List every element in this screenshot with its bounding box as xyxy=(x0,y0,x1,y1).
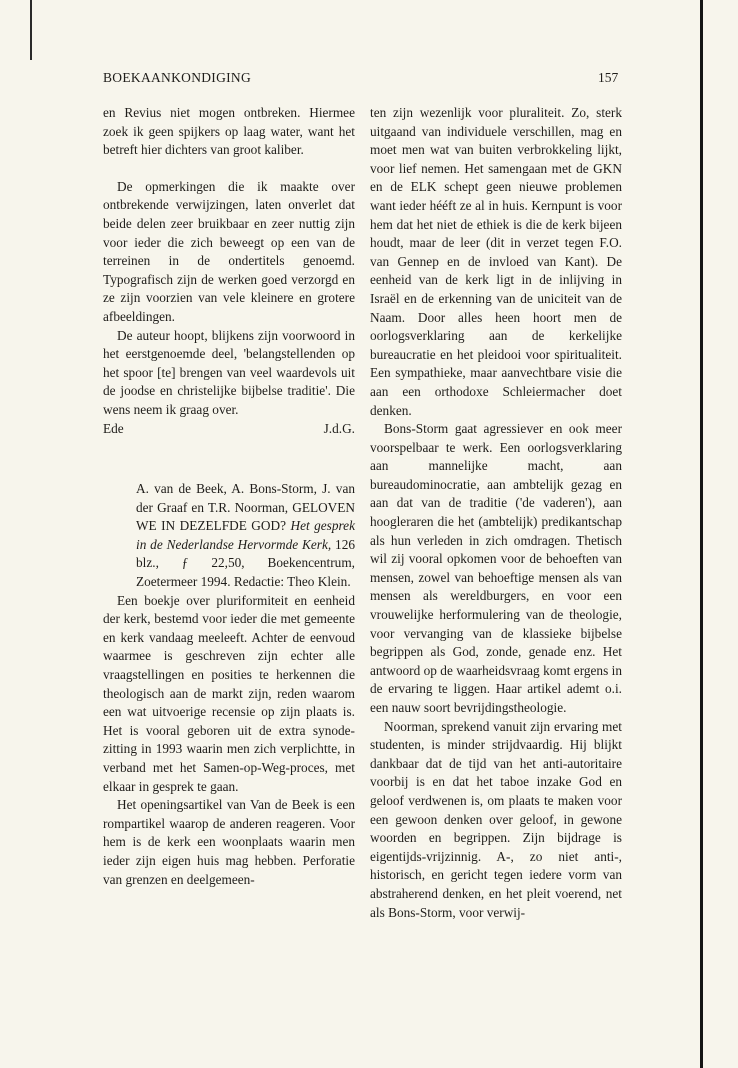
signature xyxy=(103,420,355,439)
paragraph-gap xyxy=(103,160,355,178)
bibliographic-entry xyxy=(136,480,355,592)
bib-authors: A. van de Beek, A. Bons-Storm, J. van der Graaf en T.R. Noorman, xyxy=(136,481,355,515)
left-column xyxy=(103,104,355,889)
paragraph: Bons-Storm gaat agressiever en ook meer voorspelbaar te werk. Een oorlogsverklaring aan mannelijke macht, aan bureaudominocratie, aan ambtelijk gezag en aan dat van de traditie ('de vaderen'), aan hoogleraren die het (ambtelijk) predikantschap als hun verleden in zich omdragen. Thetisch wil zij vooral opkomen voor de behoeften van mensen, zowel van behoeftige mensen als van mensen als wereldburgers, en voor een vrouwelijke herformulering van de theologie, voor vervanging van de klassieke bijbelse begrippen als God, zonde, genade enz. Het antwoord op de waarheidsvraag komt ergens in de ervaring te liggen. Haar artikel ademt o.i. een nauw soort bevrijdingstheologie. xyxy=(370,421,622,715)
paragraph: De auteur hoopt, blijkens zijn voorwoord in het eerstgenoemde deel, 'belangstellenden op het spoor [te] brengen van veel waardevols uit de joodse en christelijke bijbelse traditie'. Die wens neem ik graag over. xyxy=(103,327,355,417)
paragraph: De opmerkingen die ik maakte over ontbrekende verwijzingen, laten onverlet dat beide delen zeer bruikbaar en zeer nuttig zijn voor ieder die zich beweegt op een van de terreinen in de ondertitels genoemd. Typografisch zijn de werken goed verzorgd en ze zijn voorzien van vele kleinere en grotere afbeeldingen. xyxy=(103,178,355,324)
scan-edge-right xyxy=(700,0,703,1068)
bib-subtitle: Het gesprek in de Nederlandse Hervormde Kerk, xyxy=(136,518,355,552)
running-header: BOEKAANKONDIGING xyxy=(103,70,252,85)
signature-place: Ede xyxy=(103,420,124,436)
scan-edge-left xyxy=(30,0,32,60)
right-column xyxy=(370,104,622,922)
page-number: 157 xyxy=(598,70,619,85)
paragraph: en Revius niet mogen ontbreken. Hiermee zoek ik geen spijkers op laag water, want het betreft hier dichters van groot kaliber. xyxy=(103,105,355,158)
paragraph: Het openingsartikel van Van de Beek is een rompartikel waarop de anderen reageren. Voor hem is de kerk een woonplaats waarin men ieder zijn eigen huis mag hebben. Perforatie van grenzen en deelgemeen- xyxy=(103,797,355,887)
paragraph: Noorman, sprekend vanuit zijn ervaring met studenten, is minder strijdvaardig. Hij blijkt dankbaar dat de tijd van het anti-autoritaire voorbij is en dat het taboe inzake God en geloof verdwenen is, om plaats te maken voor een gewoon denken over geloof, in gewone woorden en begrippen. Zijn bijdrage is eigentijds-vrijzinnig. A-, zo niet anti-, historisch, en gericht tegen iedere vorm van abstraherend denken, en het pleit voerend, net als Bons-Storm, voor verwij- xyxy=(370,718,622,920)
paragraph: Een boekje over pluriformiteit en eenheid der kerk, bestemd voor ieder die met gemeente en kerk vandaag meeleeft. Achter de eenvoud waarmee is geschreven zijn echter alle vraagstellingen en posities te herkennen die theologisch aan de markt zijn, reden waarom een wat uitvoerige recensie op zijn plaats is. Het is vooral geboren uit de extra synode-zitting in 1993 waarin men zich verplichtte, in verband met het Samen-op-Weg-proces, met elkaar in gesprek te gaan. xyxy=(103,592,355,794)
bib-details: 126 blz., ƒ 22,50, Boekencentrum, Zoetermeer 1994. Redactie: Theo Klein. xyxy=(136,536,355,590)
bib-title: GELOVEN WE IN DEZELFDE GOD? xyxy=(136,499,355,534)
paragraph: ten zijn wezenlijk voor pluraliteit. Zo, sterk uitgaand van individuele verschillen, mag en moet men wat van buiten verbrokkeling lijkt, voor lief nemen. Het samengaan met de GKN en de ELK schept geen nieuwe problemen want ieder hééft ze al in huis. Kernpunt is voor hem dat het niet de ethiek is die de kerk bijeen houdt, maar de leer (dit in verzet tegen F.O. van Gennep en de invloed van Kant). De eenheid van de kerk ligt in de inlijving in Israël en de erkenning van de uniciteit van de Naam. Door alles heen hoort men de oorlogsverklaring aan de kerkelijke bureaucratie en het pleidooi voor spiritualiteit. Een sympathieke, maar aanvechtbare visie die aan een orthodoxe Schleiermacher doet denken. xyxy=(370,105,622,418)
signature-initials: J.d.G. xyxy=(323,420,355,436)
